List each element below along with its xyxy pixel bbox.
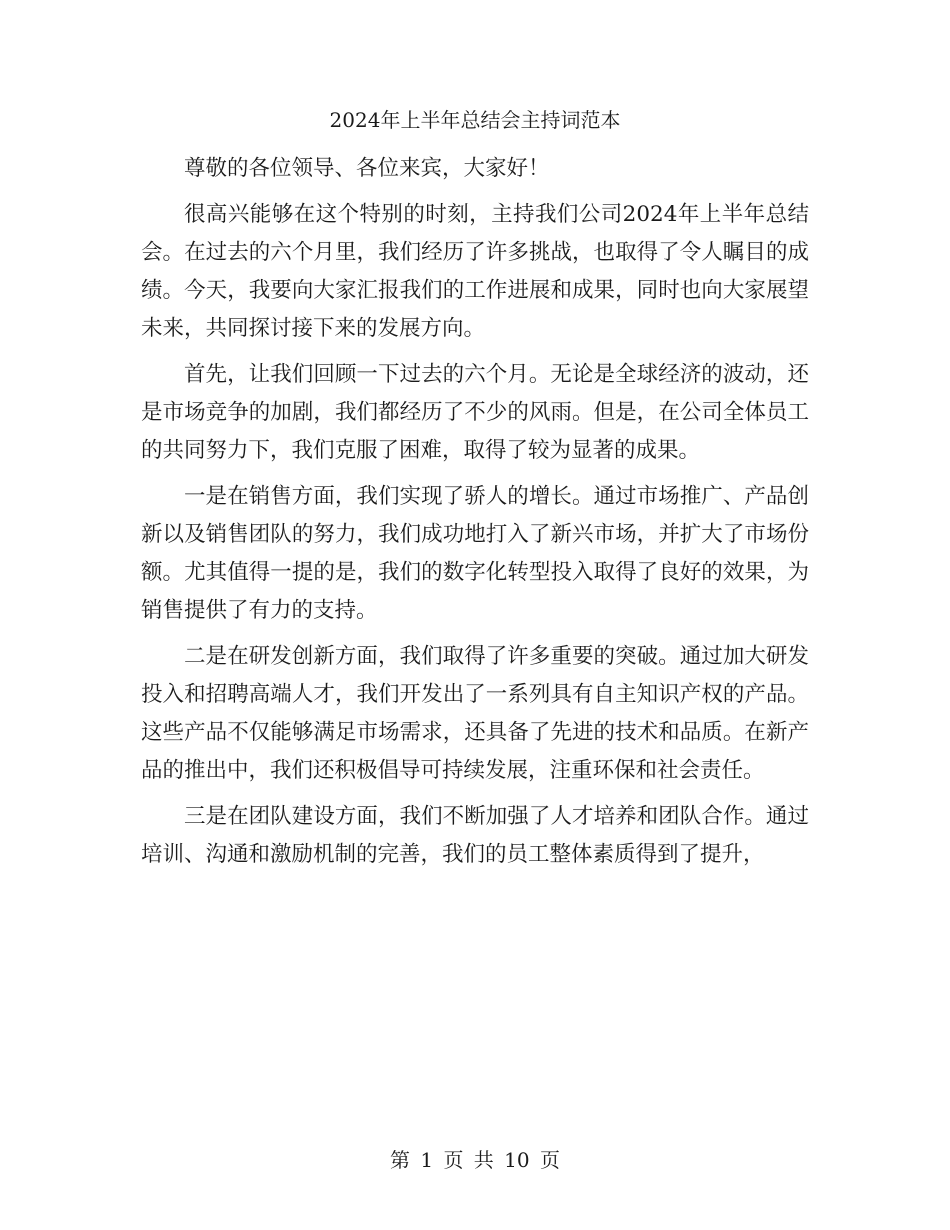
- paragraph-rnd: 二是在研发创新方面，我们取得了许多重要的突破。通过加大研发投入和招聘高端人才，我们开发出了一系列具有自主知识产权的产品。这些产品不仅能够满足市场需求，还具备了先进的技术和品质。在新产品的推出中，我们还积极倡导可持续发展，注重环保和社会责任。: [141, 644, 809, 783]
- document-title: 2024年上半年总结会主持词范本: [329, 108, 621, 132]
- page-number-footer: 第 1 页 共 10 页: [390, 1148, 560, 1172]
- paragraph-team: 三是在团队建设方面，我们不断加强了人才培养和团队合作。通过培训、沟通和激励机制的完善，我们的员工整体素质得到了提升，: [141, 804, 809, 867]
- paragraph-opening: 很高兴能够在这个特别的时刻，主持我们公司2024年上半年总结会。在过去的六个月里，我们经历了许多挑战，也取得了令人瞩目的成绩。今天，我要向大家汇报我们的工作进展和成果，同时也向大家展望未来，共同探讨接下来的发展方向。: [141, 202, 809, 341]
- paragraph-review: 首先，让我们回顾一下过去的六个月。无论是全球经济的波动，还是市场竞争的加剧，我们都经历了不少的风雨。但是，在公司全体员工的共同努力下，我们克服了困难，取得了较为显著的成果。: [141, 362, 809, 463]
- document-body: [141, 150, 809, 882]
- paragraph-sales: 一是在销售方面，我们实现了骄人的增长。通过市场推广、产品创新以及销售团队的努力，我们成功地打入了新兴市场，并扩大了市场份额。尤其值得一提的是，我们的数字化转型投入取得了良好的效果，为销售提供了有力的支持。: [141, 484, 809, 623]
- paragraph-greeting: 尊敬的各位领导、各位来宾，大家好！: [184, 156, 550, 181]
